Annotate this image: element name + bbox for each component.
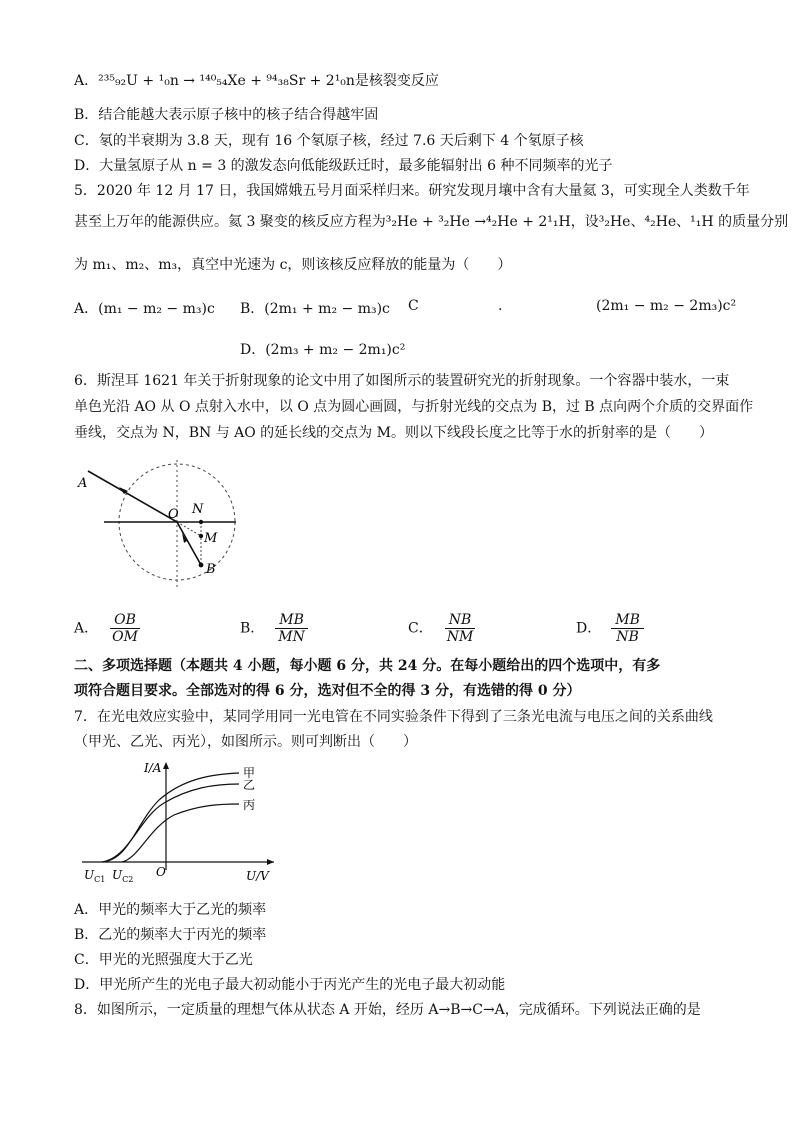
q5-option-c-expression: (2m₁ − m₂ − 2m₃)c² (596, 298, 737, 314)
uc1-label: $U_{C1}$ (84, 868, 106, 884)
point-b (199, 563, 204, 568)
q5-option-a: A．(m₁ − m₂ − m₃)c (74, 301, 215, 317)
curve-label-bing: 丙 (243, 798, 256, 812)
q6-option-a: A． $\frac{OB}{OM}$ (74, 612, 138, 645)
curve-bing (122, 804, 239, 862)
q5-stem-line1: 5．2020 年 12 月 17 日，我国嫦娥五号月面采样归来。研究发现月壤中含有大量氦 3，可实现全人类数千年 (74, 183, 750, 199)
q7-stem-line1: 7．在光电效应实验中，某同学用同一光电管在不同实验条件下得到了三条光电流与电压之间的关系曲线 (74, 709, 713, 725)
section2-heading-line1: 二、多项选择题（本题共 4 小题，每小题 6 分，共 24 分。在每小题给出的四个选项中，有多 (74, 658, 661, 674)
label-b: B (206, 562, 216, 577)
q4-option-b: B．结合能越大表示原子核中的核子结合得越牢固 (74, 107, 379, 123)
label-a: A (78, 476, 88, 491)
x-axis-arrow-icon (267, 859, 274, 865)
q4-option-c: C．氡的半衰期为 3.8 天，现有 16 个氡原子核，经过 7.6 天后剩下 4 个氡原子核 (74, 133, 584, 149)
q7-option-c: C．甲光的光照强度大于乙光 (74, 952, 253, 968)
label-m: M (204, 531, 218, 546)
q7-option-a: A．甲光的频率大于乙光的频率 (74, 902, 267, 918)
q5-option-c-dot: . (498, 298, 503, 314)
photocurrent-graph (74, 758, 284, 888)
curve-label-jia: 甲 (243, 766, 256, 780)
q5-stem-line3: 为 m₁、m₂、m₃，真空中光速为 c，则该核反应释放的能量为（ ） (74, 257, 512, 273)
curve-yi (102, 784, 239, 862)
q7-stem-line2: （甲光、乙光、丙光），如图所示。则可判断出（ ） (74, 734, 417, 750)
origin-label: O (156, 865, 166, 879)
refraction-diagram (74, 455, 244, 605)
y-axis-arrow-icon (163, 762, 169, 769)
q6-stem-line3: 垂线，交点为 N，BN 与 AO 的延长线的交点为 M。则以下线段长度之比等于水的折射率的是（ ） (74, 425, 713, 441)
curve-label-yi: 乙 (243, 778, 256, 792)
q4-option-d: D．大量氢原子从 n = 3 的激发态向低能级跃迁时，最多能辐射出 6 种不同频率的光子 (74, 158, 613, 174)
section2-heading-line2: 项符合题目要求。全部选对的得 6 分，选对但不全的得 3 分，有选错的得 0 分） (74, 683, 581, 699)
q6-option-b: B． $\frac{MB}{MN}$ (240, 612, 309, 645)
q7-option-b: B．乙光的频率大于丙光的频率 (74, 927, 267, 943)
q8-stem-line1: 8．如图所示，一定质量的理想气体从状态 A 开始，经历 A→B→C→A，完成循环。下列说法正确的是 (74, 1002, 701, 1018)
q5-option-d: D．(2m₃ + m₂ − 2m₁)c² (240, 342, 406, 358)
label-n: N (192, 502, 204, 517)
point-n (199, 520, 203, 524)
point-m (199, 534, 203, 538)
q7-option-d: D．甲光所产生的光电子最大初动能小于丙光产生的光电子最大初动能 (74, 977, 506, 993)
q5-option-b: B．(2m₁ + m₂ − m₃)c (240, 301, 390, 317)
q5-option-c-label: C (408, 298, 419, 314)
q6-stem-line1: 6．斯涅耳 1621 年关于折射现象的论文中用了如图所示的装置研究光的折射现象。一个容器中装水，一束 (74, 373, 730, 389)
q4-option-a: A．²³⁵₉₂U + ¹₀n → ¹⁴⁰₅₄Xe + ⁹⁴₃₈Sr + 2¹₀n是核裂变反应 (74, 73, 439, 89)
incident-ray (88, 471, 177, 522)
label-o: O (168, 507, 179, 522)
q6-option-d: D． $\frac{MB}{NB}$ (576, 612, 644, 645)
q5-stem-line2: 甚至上万年的能源供应。氦 3 聚变的核反应方程为³₂He + ³₂He →⁴₂He + 2¹₁H，设³₂He、⁴₂He、¹₁H 的质量分别 (74, 214, 789, 230)
q6-option-c: C． $\frac{NB}{NM}$ (408, 612, 474, 645)
x-axis-label: U/V (246, 869, 269, 883)
y-axis-label: I/A (144, 761, 162, 775)
q6-stem-line2: 单色光沿 AO 从 O 点射入水中，以 O 点为圆心画圆，与折射光线的交点为 B，过 B 点向两个介质的交界面作 (74, 399, 754, 415)
uc2-label: $U_{C2}$ (112, 868, 134, 884)
